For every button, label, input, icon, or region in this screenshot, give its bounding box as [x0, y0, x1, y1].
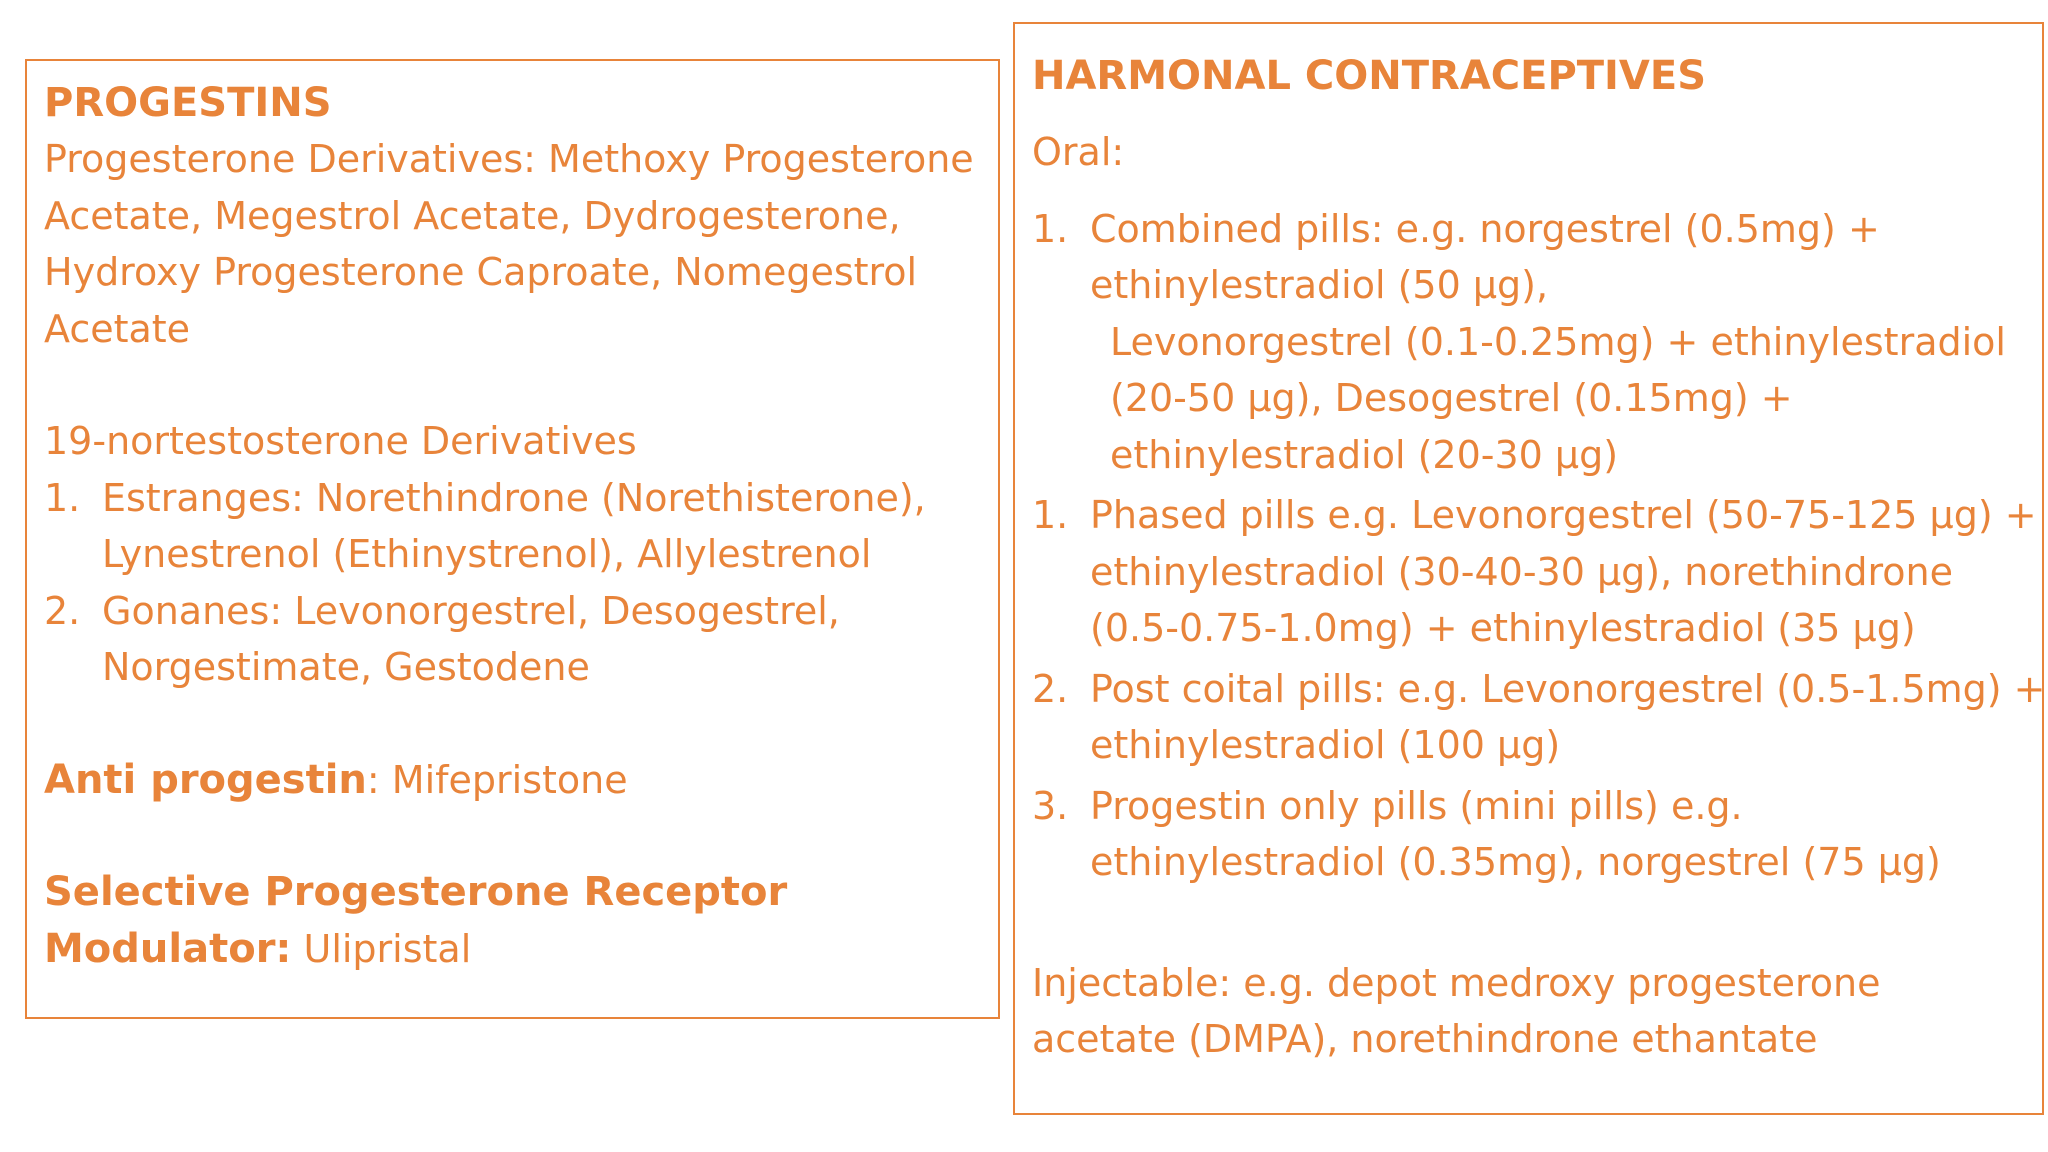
progesterone-derivatives-line-2: Acetate, Megestrol Acetate, Dydrogesterone,	[44, 193, 901, 238]
list-number: 1.	[44, 475, 81, 520]
list-number: 1.	[1032, 493, 1069, 537]
sprm-line-1	[44, 864, 980, 921]
list-item-line: Combined pills: e.g. norgestrel (0.5mg) +	[1090, 206, 1880, 251]
list-item-line: ethinylestradiol (0.35mg), norgestrel (75 µg)	[1090, 840, 1941, 884]
list-item-line: Levonorgestrel (0.1-0.25mg) + ethinylestradiol	[1110, 319, 2006, 364]
list-item-line: (20-50 µg), Desogestrel (0.15mg) +	[1110, 376, 1793, 420]
progestins-panel	[25, 59, 1000, 1019]
list-item-line: Estranges: Norethindrone (Norethisterone),	[102, 475, 926, 520]
injectable-line-2: acetate (DMPA), norethindrone ethantate	[1032, 1017, 1818, 1061]
anti-progestin-value: : Mifepristone	[366, 757, 628, 802]
list-item-line: Phased pills e.g. Levonorgestrel (50-75-125 µg) +	[1090, 493, 2037, 537]
progesterone-derivatives-line-3: Hydroxy Progesterone Caproate, Nomegestrol	[44, 250, 918, 294]
list-item-line: Progestin only pills (mini pills) e.g.	[1090, 783, 1743, 828]
list-item-line: Post coital pills: e.g. Levonorgestrel (0.5-1.5mg) +	[1090, 666, 2046, 711]
list-number: 1.	[1032, 206, 1069, 251]
list-item	[1032, 201, 2024, 484]
sprm-label-line-1: Selective Progesterone Receptor	[44, 869, 788, 915]
injectable-line-1: Injectable: e.g. depot medroxy progesterone	[1032, 960, 1881, 1005]
sprm-line-2	[44, 921, 980, 978]
anti-progestin-label: Anti progestin	[44, 756, 367, 803]
progesterone-derivatives-line-1: Progesterone Derivatives: Methoxy Progesterone	[44, 137, 974, 181]
list-item-line: Norgestimate, Gestodene	[102, 645, 590, 689]
list-number: 2.	[44, 588, 81, 633]
nortestosterone-heading: 19-nortestosterone Derivatives	[44, 419, 637, 463]
anti-progestin-line	[44, 752, 980, 809]
sprm-value: Ulipristal	[291, 926, 472, 971]
progesterone-derivatives-line-4: Acetate	[44, 306, 191, 351]
list-item-line: Lynestrenol (Ethinystrenol), Allylestrenol	[102, 532, 872, 576]
list-item-line: ethinylestradiol (50 µg),	[1090, 263, 1549, 307]
sprm-label-line-2: Modulator:	[44, 925, 292, 972]
contraceptives-title: HARMONAL CONTRACEPTIVES	[1032, 53, 1707, 99]
list-item-line: (0.5-0.75-1.0mg) + ethinylestradiol (35 µg)	[1090, 606, 1916, 650]
list-item-line: ethinylestradiol (100 µg)	[1090, 723, 1561, 767]
list-item-line: ethinylestradiol (20-30 µg)	[1110, 432, 1619, 477]
list-number: 3.	[1032, 783, 1069, 828]
contraceptives-panel	[1013, 22, 2044, 1115]
progestins-title: PROGESTINS	[44, 80, 332, 126]
oral-label: Oral:	[1032, 130, 1125, 174]
list-item	[1032, 487, 2037, 657]
list-item-line: Gonanes: Levonorgestrel, Desogestrel,	[102, 588, 840, 633]
list-item	[1032, 778, 2024, 891]
list-item	[1032, 661, 2046, 774]
list-item	[44, 583, 980, 696]
list-item	[44, 470, 980, 583]
list-item-line: ethinylestradiol (30-40-30 µg), norethindrone	[1090, 549, 1954, 594]
list-number: 2.	[1032, 666, 1069, 711]
